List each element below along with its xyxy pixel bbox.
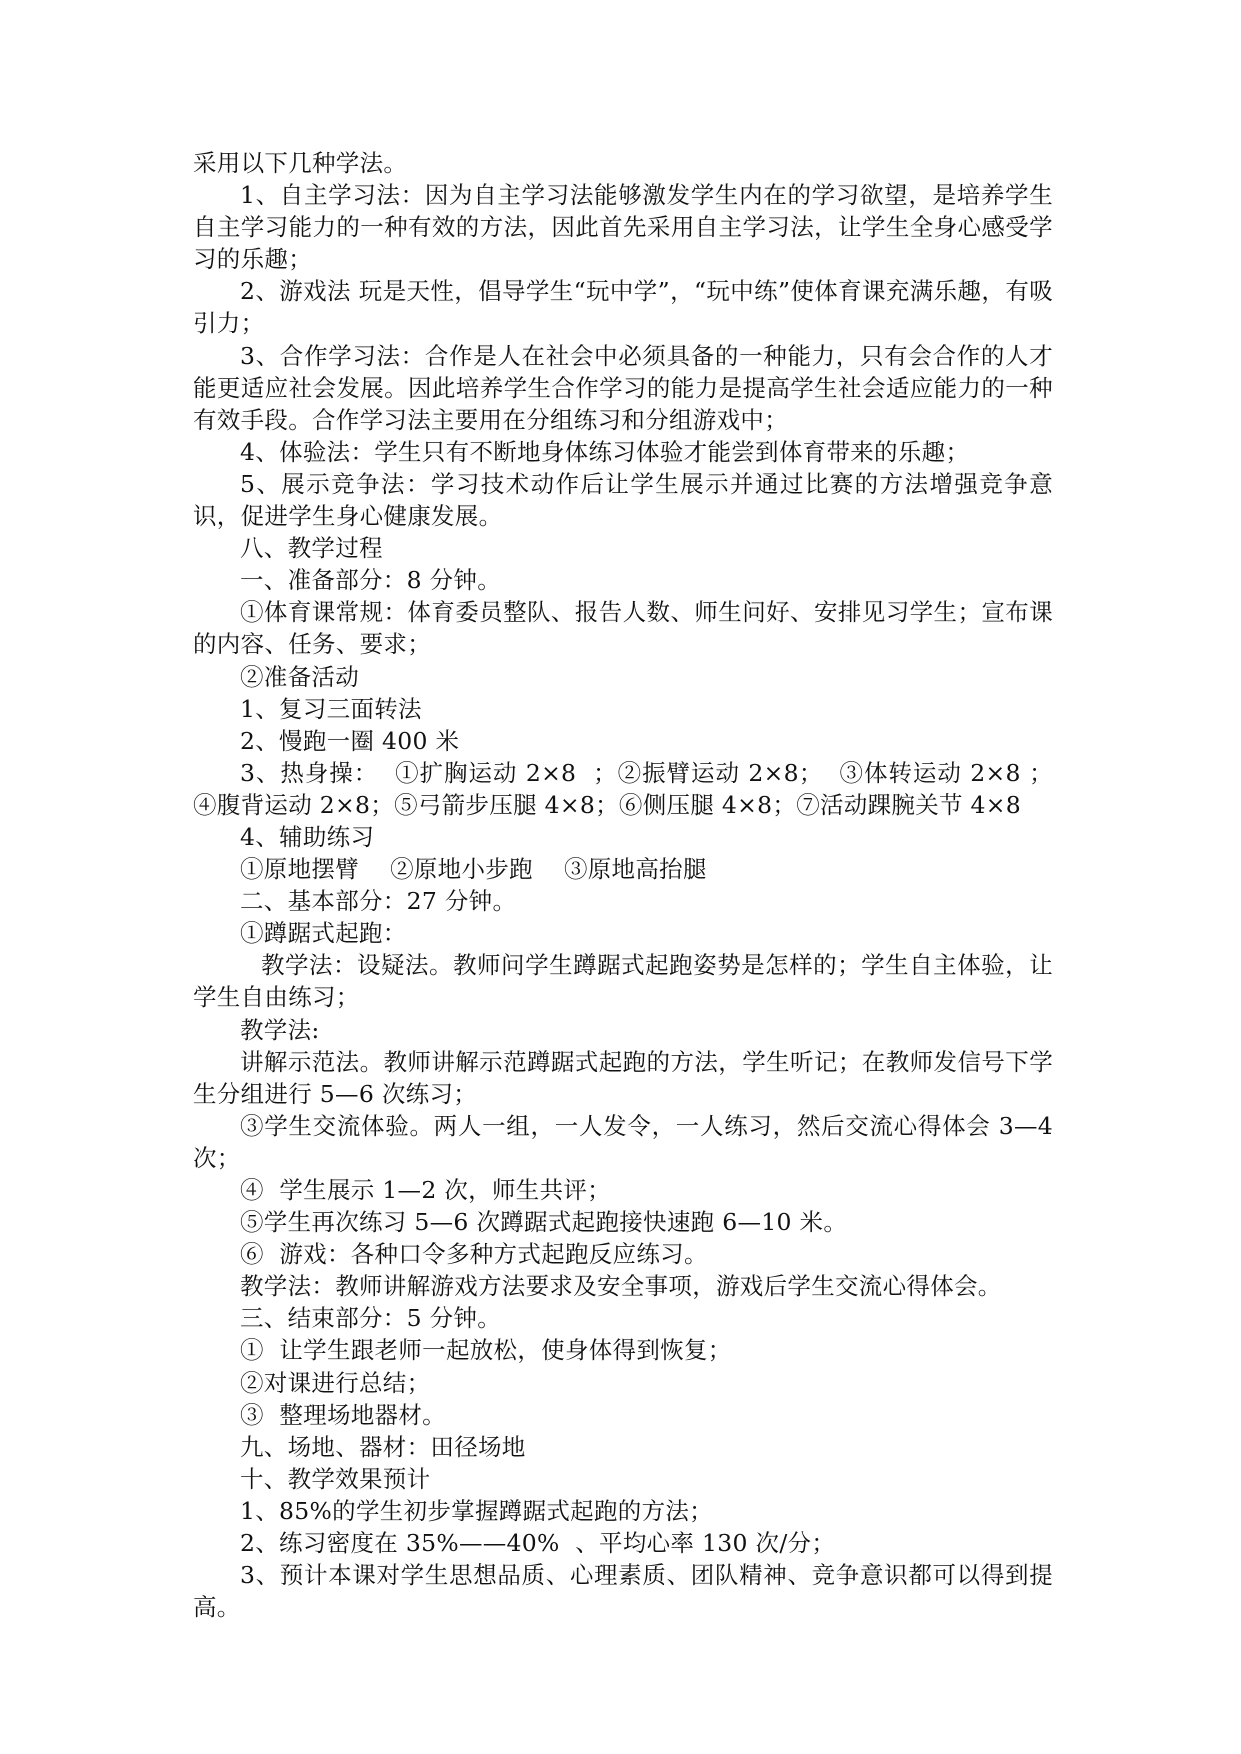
paragraph-demonstration: 讲解示范法。教师讲解示范蹲踞式起跑的方法，学生听记；在教师发信号下学生分组进行 5—6 次练习； <box>193 1047 1053 1108</box>
item-jog: 2、慢跑一圈 400 米 <box>240 726 460 755</box>
heading-teaching-process: 八、教学过程 <box>240 534 383 563</box>
paragraph-questioning-method: 教学法：设疑法。教师问学生蹲踞式起跑姿势是怎样的；学生自主体验，让学生自由练习； <box>193 951 1053 1012</box>
paragraph-game-teaching: 教学法：教师讲解游戏方法要求及安全事项，游戏后学生交流心得体会。 <box>240 1272 1002 1301</box>
heading-venue: 九、场地、器材：田径场地 <box>240 1432 526 1461</box>
item-relax: ① 让学生跟老师一起放松，使身体得到恢复； <box>240 1336 732 1365</box>
item-tidy: ③ 整理场地器材。 <box>240 1400 446 1429</box>
heading-expected-effect: 十、教学效果预计 <box>240 1464 431 1493</box>
item-practice-again: ⑤学生再次练习 5—6 次蹲踞式起跑接快速跑 6—10 米。 <box>240 1208 848 1237</box>
paragraph-game-method: 2、游戏法 玩是天性，倡导学生“玩中学”，“玩中练”使体育课充满乐趣，有吸引力； <box>193 277 1053 338</box>
item-review-turns: 1、复习三面转法 <box>240 694 422 723</box>
item-show: ④ 学生展示 1—2 次，师生共评； <box>240 1176 611 1204</box>
item-warmup: ②准备活动 <box>240 662 359 691</box>
heading-basic-part: 二、基本部分：27 分钟。 <box>240 887 517 916</box>
paragraph-cooperative: 3、合作学习法：合作是人在社会中必须具备的一种能力，只有会合作的人才能更适应社会发展。因此培养学生合作学习的能力是提高学生社会适应能力的一种有效手段。合作学习法主要用在分组练习和分组游戏中； <box>193 341 1053 434</box>
item-auxiliary-list: ①原地摆臂 ②原地小步跑 ③原地高抬腿 <box>240 855 707 884</box>
item-effect-1: 1、85%的学生初步掌握蹲踞式起跑的方法； <box>240 1496 713 1525</box>
paragraph-intro: 采用以下几种学法。 <box>193 149 408 177</box>
heading-ending-part: 三、结束部分：5 分钟。 <box>240 1304 502 1333</box>
item-auxiliary: 4、辅助练习 <box>240 822 375 851</box>
item-warmup-exercises: 3、热身操： ①扩胸运动 2×8 ；②振臂运动 2×8； ③体转运动 2×8 ；④腹背运动 2×8；⑤弓箭步压腿 4×8；⑥侧压腿 4×8；⑦活动踝腕关节 4×8 <box>193 758 1053 819</box>
paragraph-self-study: 1、自主学习法：因为自主学习法能够激发学生内在的学习欲望，是培养学生自主学习能力的一种有效的方法，因此首先采用自主学习法，让学生全身心感受学习的乐趣； <box>193 181 1053 274</box>
item-game: ⑥ 游戏：各种口令多种方式起跑反应练习。 <box>240 1240 708 1269</box>
document-body <box>193 147 1061 1623</box>
heading-preparation: 一、准备部分：8 分钟。 <box>240 566 502 595</box>
paragraph-routine: ①体育课常规：体育委员整队、报告人数、师生问好、安排见习学生；宣布课的内容、任务、要求； <box>193 598 1053 659</box>
label-teaching-method: 教学法: <box>240 1015 320 1044</box>
item-exchange: ③学生交流体验。两人一组，一人发令，一人练习，然后交流心得体会 3—4 次； <box>193 1111 1061 1172</box>
item-effect-2: 2、练习密度在 35%——40% 、平均心率 130 次/分； <box>240 1529 836 1558</box>
item-summary: ②对课进行总结； <box>240 1368 431 1397</box>
paragraph-experience: 4、体验法：学生只有不断地身体练习体验才能尝到体育带来的乐趣； <box>240 437 970 466</box>
paragraph-competition: 5、展示竞争法：学习技术动作后让学生展示并通过比赛的方法增强竞争意识，促进学生身心健康发展。 <box>193 469 1053 531</box>
item-crouch-start: ①蹲踞式起跑： <box>240 919 407 948</box>
item-effect-3: 3、预计本课对学生思想品质、心理素质、团队精神、竞争意识都可以得到提高。 <box>193 1561 1053 1622</box>
